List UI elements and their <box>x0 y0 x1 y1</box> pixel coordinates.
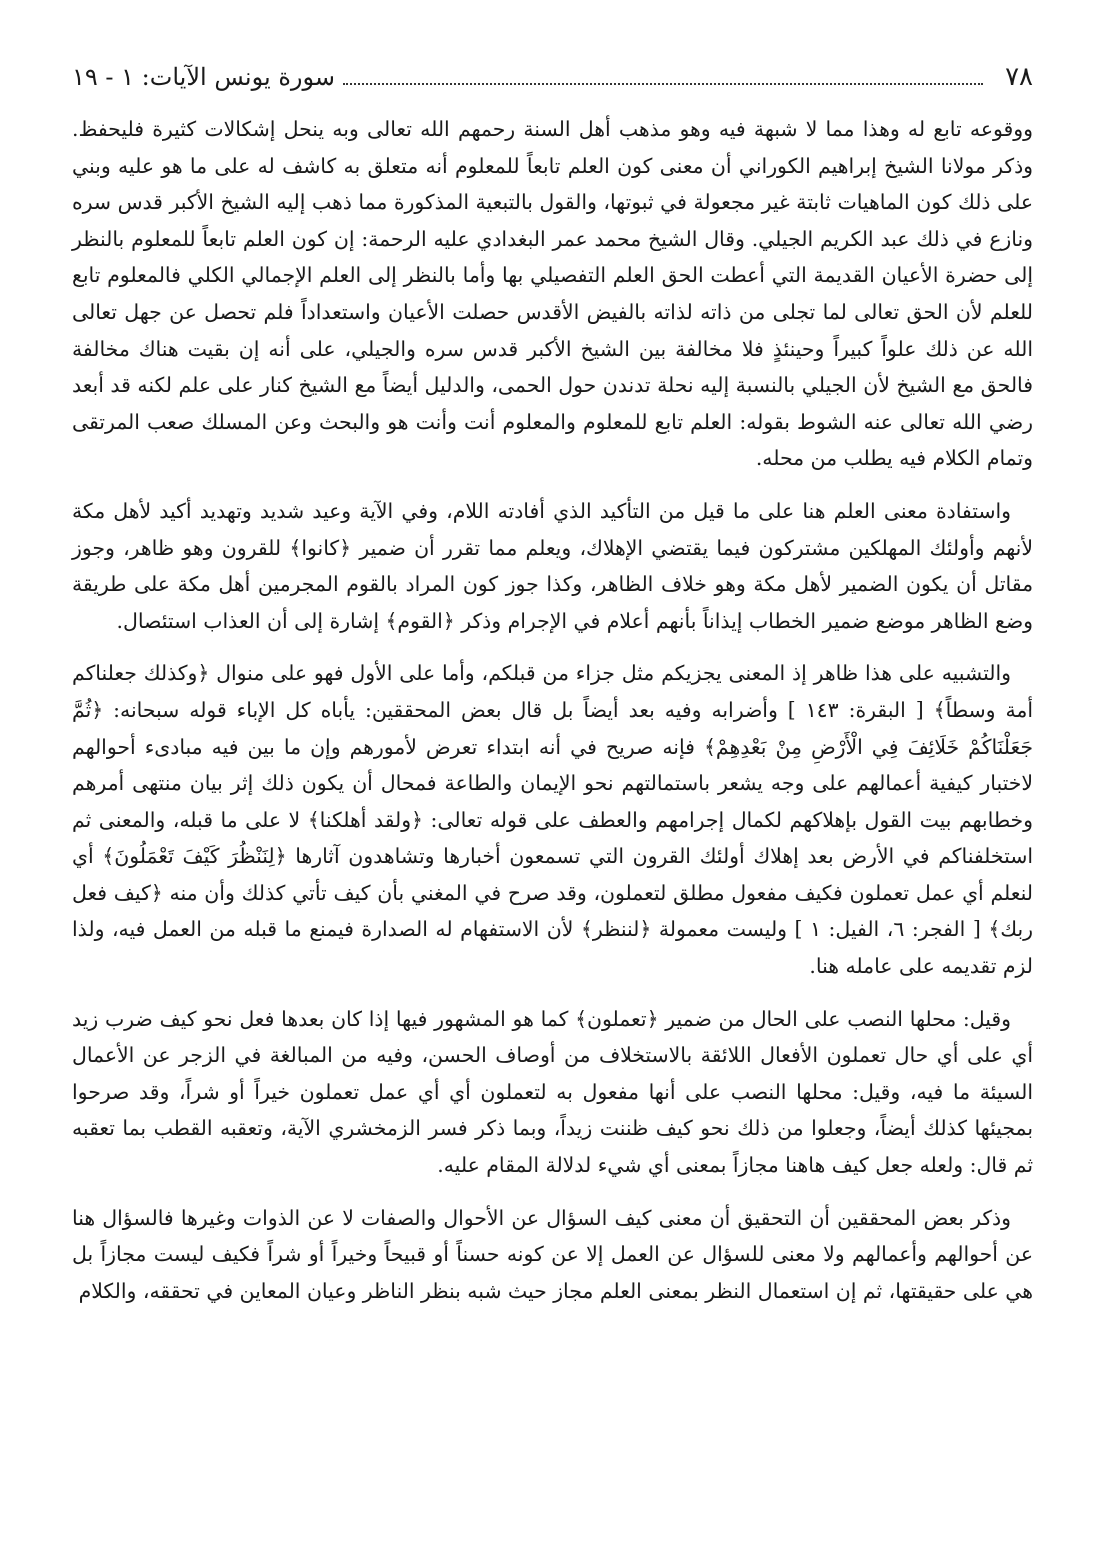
running-title: سورة يونس الآيات: ١ - ١٩ <box>72 63 335 91</box>
paragraph: وقيل: محلها النصب على الحال من ضمير ﴿تعملون﴾ كما هو المشهور فيها إذا كان بعدها فعل نحو كيف ضرب زيد أي على أي حال تعملون الأفعال اللائقة بالاستخلاف من أوصاف الحسن، وفيه من المبالغة في الزجر عن الأعمال السيئة ما فيه، وقيل: محلها النصب على أنها مفعول به لتعملون أي أي عمل تعملون خيراً أو شراً، وقد صرحوا بمجيئها كذلك أيضاً، وجعلوا من ذلك نحو كيف ظننت زيداً، وبما ذكر فسر الزمخشري الآية، وتعقبه القطب بما تعقبه ثم قال: ولعله جعل كيف هاهنا مجازاً بمعنى أي شيء لدلالة المقام عليه. <box>72 1006 1033 1178</box>
header-dotted-rule <box>343 82 983 85</box>
page-header <box>72 62 1033 93</box>
paragraph: واستفادة معنى العلم هنا على ما قيل من التأكيد الذي أفادته اللام، وفي الآية وعيد شديد وتهديد أكيد لأهل مكة لأنهم وأولئك المهلكين مشتركون فيما يقتضي الإهلاك، ويعلم مما تقرر أن ضمير ﴿كانوا﴾ للقرون وهو ظاهر، وجوز مقاتل أن يكون الضمير لأهل مكة وهو خلاف الظاهر، وكذا جوز كون المراد بالقوم المجرمين أهل مكة على طريقة وضع الظاهر موضع ضمير الخطاب إيذاناً بأنهم أعلام في الإجرام وذكر ﴿القوم﴾ إشارة إلى أن العذاب استئصال. <box>72 498 1033 633</box>
page-body <box>72 111 1033 1309</box>
paragraph: والتشبيه على هذا ظاهر إذ المعنى يجزيكم مثل جزاء من قبلكم، وأما على الأول فهو على منوال ﴿وكذلك جعلناكم أمة وسطاً﴾ [ البقرة: ١٤٣ ] وأضرابه وفيه بعد أيضاً بل قال بعض المحققين: يأباه كل الإباء قوله سبحانه: ﴿ثُمَّ جَعَلْنَاكُمْ خَلَائِفَ فِي الْأَرْضِ مِنْ بَعْدِهِمْ﴾ فإنه صريح في أنه ابتداء تعرض لأمورهم وإن ما بين فيه مبادىء أحوالهم لاختبار كيفية أعمالهم على وجه يشعر باستمالتهم نحو الإيمان والطاعة فمحال أن يكون ذلك إثر بيان منتهى أمرهم وخطابهم بيت القول بإهلاكهم لكمال إجرامهم والعطف على قوله تعالى: ﴿ولقد أهلكنا﴾ لا على ما قبله، والمعنى ثم استخلفناكم في الأرض بعد إهلاك أولئك القرون التي تسمعون أخبارها وتشاهدون آثارها ﴿لِنَنْظُرَ كَيْفَ تَعْمَلُونَ﴾ أي لنعلم أي عمل تعملون فكيف مفعول مطلق لتعملون، وقد صرح في المغني بأن كيف تأتي كذلك وأن منه ﴿كيف فعل ربك﴾ [ الفجر: ٦، الفيل: ١ ] وليست معمولة ﴿لننظر﴾ لأن الاستفهام له الصدارة فيمنع ما قبله من العمل فيه، ولذا لزم تقديمه على عامله هنا. <box>72 661 1034 979</box>
page-number: ٧٨ <box>1005 62 1033 92</box>
paragraph: وذكر بعض المحققين أن التحقيق أن معنى كيف السؤال عن الأحوال والصفات لا عن الذوات وغيرها فالسؤال هنا عن أحوالهم وأعمالهم ولا معنى للسؤال عن العمل إلا عن كونه حسناً أو قبيحاً وخيراً أو شراً فكيف ليست مجازاً بل هي على حقيقتها، ثم إن استعمال النظر بمعنى العلم مجاز حيث شبه بنظر الناظر وعيان المعاين في تحققه، والكلام <box>72 1205 1033 1303</box>
paragraph: ووقوعه تابع له وهذا مما لا شبهة فيه وهو مذهب أهل السنة رحمهم الله تعالى وبه ينحل إشكالات كثيرة فليحفظ. وذكر مولانا الشيخ إبراهيم الكوراني أن معنى كون العلم تابعاً للمعلوم أنه متعلق به كاشف له على ما هو عليه وبني على ذلك كون الماهيات ثابتة غير مجعولة في ثبوتها، والقول بالتبعية المذكورة مما ذهب إليه الشيخ الأكبر قدس سره ونازع في ذلك عبد الكريم الجيلي. وقال الشيخ محمد عمر البغدادي عليه الرحمة: إن كون العلم تابعاً للمعلوم بالنظر إلى حضرة الأعيان القديمة التي أعطت الحق العلم التفصيلي بها وأما بالنظر إلى العلم الإجمالي الكلي فالمعلوم تابع للعلم لأن الحق تعالى لما تجلى من ذاته لذاته بالفيض الأقدس حصلت الأعيان واستعداداً فلم تحصل عن جهل تعالى الله عن ذلك علواً كبيراً وحينئذٍ فلا مخالفة بين الشيخ الأكبر قدس سره والجيلي، على أنه إن بقيت هناك مخالفة فالحق مع الشيخ لأن الجيلي بالنسبة إليه نحلة تدندن حول الحمى، والدليل أيضاً مع الشيخ كنار على علم لكنه قد أبعد رضي الله تعالى عنه الشوط بقوله: العلم تابع للمعلوم والمعلوم أنت وأنت هو والبحث وعن المسلك صعب المرتقى وتمام الكلام فيه يطلب من محله. <box>72 117 1033 471</box>
